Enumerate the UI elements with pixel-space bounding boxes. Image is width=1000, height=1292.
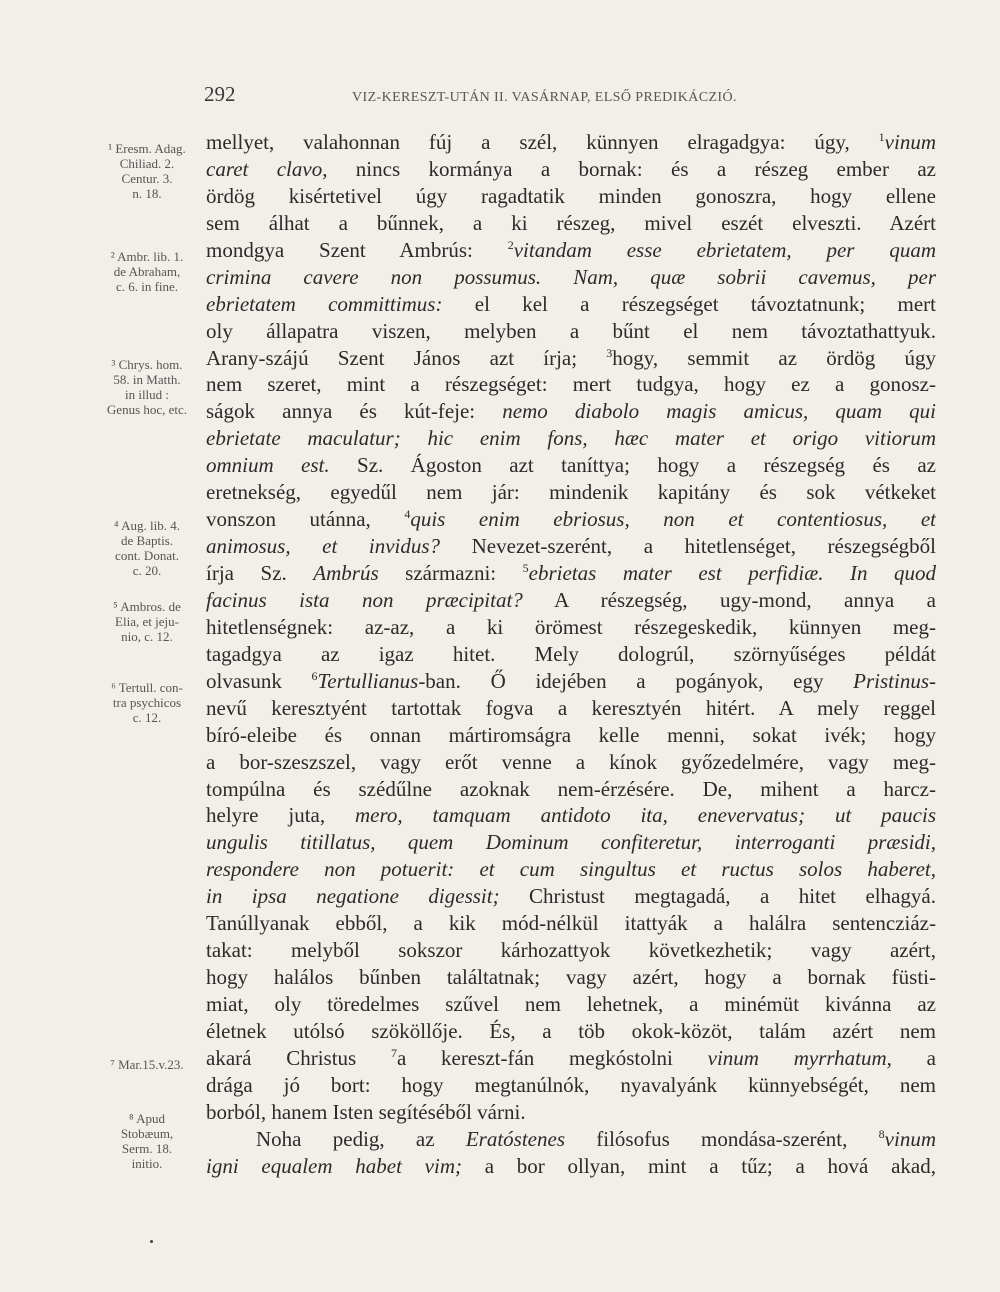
text-run: omnium est. <box>206 453 330 478</box>
text-run: akará Christus <box>206 1045 391 1070</box>
margin-note-line: nio, c. 12. <box>121 629 173 645</box>
text-run: respondere non potuerit: et cum singultus et ructus solos haberet, <box>206 857 936 882</box>
text-run: Christust megtagadá, a hitet elhagyá. <box>499 884 936 909</box>
text-run: Arany-szájú Szent János azt írja; <box>206 345 607 370</box>
margin-note-line: ⁵ Ambros. de <box>113 599 181 615</box>
text-run: hitetlenségnek: az-az, a ki örömest részegeskedik, künnyen meg- <box>206 614 936 639</box>
text-line <box>206 695 936 722</box>
main-text <box>206 129 936 1180</box>
text-run: filósofus mondása-szerént, <box>565 1126 879 1151</box>
text-line <box>206 129 936 156</box>
text-line <box>206 937 936 964</box>
text-line <box>206 506 936 533</box>
text-line <box>206 452 936 479</box>
margin-note <box>88 518 206 578</box>
text-run: drága jó bort: hogy megtanúlnók, nyavalyánk künnyebségét, nem <box>206 1072 936 1097</box>
margin-note-line: de Abraham, <box>113 263 181 279</box>
footnote-marker: 4 <box>404 507 411 522</box>
text-run: animosus, et invidus? <box>206 534 441 559</box>
margin-note-line: tra psychicos <box>112 695 182 710</box>
margin-note-line: ⁷ Mar.15.v.23. <box>110 1057 184 1073</box>
margin-note-line: initio. <box>131 1156 163 1172</box>
text-line <box>206 829 936 856</box>
margin-note-line: Chiliad. 2. <box>119 156 175 171</box>
text-run: nincs kormánya a bornak: és a részeg ember az <box>327 156 936 181</box>
margin-note-line: cont. Donat. <box>115 548 179 564</box>
text-line <box>206 587 936 614</box>
text-line <box>206 264 936 291</box>
text-run: mondgya Szent Ambrús: <box>206 237 508 262</box>
text-run: vinum <box>884 1126 936 1151</box>
margin-note <box>88 357 206 417</box>
margin-note-line: Centur. 3. <box>121 171 173 186</box>
text-run: Sz. Ágoston azt taníttya; hogy a részegség és az <box>329 453 936 478</box>
text-line <box>206 318 936 345</box>
text-run: sem álhat a bűnnek, a ki részeg, mivel eszét elveszti. Azért <box>206 210 936 235</box>
text-line <box>206 1099 936 1126</box>
text-line <box>206 722 936 749</box>
text-run: ungulis titillatus, quem Dominum confiteretur, interroganti præsidi, <box>206 830 936 855</box>
margin-note-line: in illud : <box>124 386 170 402</box>
text-run: írja Sz. <box>206 561 314 585</box>
text-run: oly állapatra viszen, melyben a bűnt el nem távoztathattyuk. <box>206 318 936 343</box>
text-line <box>206 398 936 425</box>
text-line <box>206 1072 936 1099</box>
text-line <box>206 1126 936 1153</box>
text-run: Tertullianus <box>317 668 419 693</box>
text-line <box>206 560 936 587</box>
text-run: Nevezet-szerént, a hitetlenséget, részegségből <box>440 534 936 559</box>
margin-note-line: ³ Chrys. hom. <box>111 356 183 372</box>
text-line <box>206 856 936 883</box>
text-run: olvasunk <box>206 668 312 693</box>
footnote-marker: 7 <box>390 1045 397 1060</box>
text-run: crimina cavere non possumus. Nam, quæ sobrii cavemus, per <box>206 264 936 289</box>
text-run: facinus ista non præcipitat? <box>206 587 523 612</box>
text-run: tompúlna és szédűlne azoknak nem-érzésére. De, mihent a harcz- <box>206 776 936 801</box>
text-line <box>206 533 936 560</box>
margin-note-line: 58. in Matth. <box>113 371 181 387</box>
text-run: helyre juta, <box>206 803 355 828</box>
margin-note <box>88 249 206 294</box>
text-line <box>206 345 936 372</box>
text-run: A részegség, ugy-mond, annya a <box>522 587 936 612</box>
text-run: in ipsa negatione digessit; <box>206 884 500 909</box>
text-run: tagadgya az igaz hitet. Mely dologrúl, szörnyűséges példát <box>206 641 936 666</box>
text-run: a bor-szeszszel, vagy erőt venne a kínok győzedelmére, vagy meg- <box>206 749 936 774</box>
margin-note-line: ⁴ Aug. lib. 4. <box>114 518 180 534</box>
text-line <box>206 183 936 210</box>
text-run: hogy, semmit az ördög úgy <box>612 345 936 370</box>
footnote-marker: 6 <box>311 668 318 683</box>
margin-note <box>88 1057 206 1072</box>
text-line <box>206 668 936 695</box>
footnote-marker: 8 <box>878 1126 885 1141</box>
margin-note-line: ² Ambr. lib. 1. <box>110 248 184 264</box>
text-run: ebrietas mater est perfidiæ. In quod <box>528 561 936 585</box>
text-line <box>206 237 936 264</box>
text-run: -ban. Ő idejében a pogányok, egy <box>418 668 854 693</box>
margin-note-line: ⁸ Apud <box>129 1111 165 1127</box>
text-run: mero, tamquam antidoto ita, enevervatus; ut paucis <box>355 803 936 828</box>
text-line <box>206 210 936 237</box>
margin-note <box>88 141 206 201</box>
text-line <box>206 291 936 318</box>
text-run: igni equalem habet vim; <box>206 1153 462 1178</box>
text-run: ebrietatem committimus: <box>206 291 443 316</box>
text-run: eretnekség, egyedűl nem jár: mindenik kapitány és sok vétkeket <box>206 480 936 505</box>
margin-note-line: c. 20. <box>132 563 162 579</box>
margin-note-line: ¹ Eresm. Adag. <box>108 141 186 156</box>
text-line <box>206 883 936 910</box>
print-dot <box>150 1240 153 1243</box>
margin-note <box>88 1111 206 1171</box>
footnote-marker: 2 <box>507 237 514 252</box>
text-line <box>206 749 936 776</box>
margin-note-line: Stobæum, <box>120 1126 174 1142</box>
text-run: Tanúllyanak ebből, a kik mód-nélkül itattyák a halálra sentencziáz- <box>206 911 936 936</box>
text-run: életnek utólsó szököllője. És, a töb okok-közöt, talám azért nem <box>206 1018 936 1043</box>
text-run: ördög kisértetivel úgy ragadtatik minden gonoszra, hogy ellene <box>206 183 936 208</box>
text-run: vonszon utánna, <box>206 507 405 532</box>
margin-note-line: c. 12. <box>132 710 162 725</box>
text-run: nem szeret, mint a részegséget: mert tudgya, hogy ez a gonosz- <box>206 372 936 397</box>
text-run: miat, oly töredelmes szűvel nem lehetnek, a minémüt kivánna az <box>206 992 936 1016</box>
footnote-marker: 3 <box>606 345 613 360</box>
text-line <box>206 641 936 668</box>
text-run: borból, hanem Isten segítéséből várni. <box>206 1099 526 1124</box>
footnote-marker: 1 <box>878 130 885 144</box>
text-run: Noha pedig, az <box>256 1126 466 1151</box>
margin-note <box>88 599 206 644</box>
text-run: Pristinus- <box>853 668 936 693</box>
text-line <box>206 479 936 506</box>
text-run: vinum myrrhatum, <box>707 1045 892 1070</box>
text-run: a bor ollyan, mint a tűz; a hová akad, <box>461 1153 936 1178</box>
text-run: hogy halálos bűnben találtatnak; vagy azért, hogy a bornak füsti- <box>206 965 936 990</box>
text-line <box>206 776 936 803</box>
text-run: a kereszt-fán megkóstolni <box>396 1045 708 1070</box>
text-run: származni: <box>378 561 523 585</box>
text-run: ebrietate maculatur; hic enim fons, hæc mater et origo vitiorum <box>206 426 936 451</box>
margin-note-line: c. 6. in fine. <box>115 278 179 294</box>
text-run: nemo diabolo magis amicus, quam qui <box>502 399 936 424</box>
text-line <box>206 156 936 183</box>
margin-note-line: ⁶ Tertull. con- <box>111 680 183 695</box>
text-run: quis enim ebriosus, non et contentiosus, et <box>410 507 936 532</box>
text-run: nevű keresztyént tartottak fogva a keresztyén hitért. A mely reggel <box>206 695 936 720</box>
text-line <box>206 614 936 641</box>
margin-note-line: n. 18. <box>132 186 162 201</box>
text-line <box>206 1018 936 1045</box>
text-line <box>206 910 936 937</box>
text-line <box>206 991 936 1018</box>
margin-note-line: Serm. 18. <box>121 1141 173 1157</box>
text-line <box>206 1153 936 1180</box>
running-title: VIZ-KERESZT-UTÁN II. VASÁRNAP, ELSŐ PREDIKÁCZIÓ. <box>352 90 737 105</box>
text-line <box>206 964 936 991</box>
margin-note <box>88 680 206 725</box>
footnote-marker: 5 <box>522 561 529 575</box>
text-run: caret clavo, <box>206 156 328 181</box>
margin-note-line: de Baptis. <box>121 533 173 549</box>
page-number: 292 <box>204 82 236 106</box>
margin-note-line: Genus hoc, etc. <box>106 401 188 417</box>
text-run: takat: melyből sokszor kárhozattyok következhetik; vagy azért, <box>206 938 936 963</box>
text-line <box>206 371 936 398</box>
page-header <box>0 80 1000 110</box>
text-run: vitandam esse ebrietatem, per quam <box>513 237 936 262</box>
text-run: vinum <box>884 130 936 154</box>
text-run: ságok annya és kút-feje: <box>206 399 503 424</box>
text-run: Eratóstenes <box>465 1126 565 1151</box>
text-line <box>206 425 936 452</box>
text-line <box>206 802 936 829</box>
margin-note-line: Elia, et jeju- <box>115 614 179 630</box>
text-run: el kel a részegséget távoztatnunk; mert <box>442 291 936 316</box>
text-run: a <box>891 1045 936 1070</box>
text-run: bíró-eleibe és onnan mártiromságra kelle menni, sokat ivék; hogy <box>206 722 936 747</box>
text-run: Ambrús <box>313 561 379 585</box>
text-run: mellyet, valahonnan fúj a szél, künnyen elragadgya: úgy, <box>206 130 879 154</box>
text-line <box>206 1045 936 1072</box>
